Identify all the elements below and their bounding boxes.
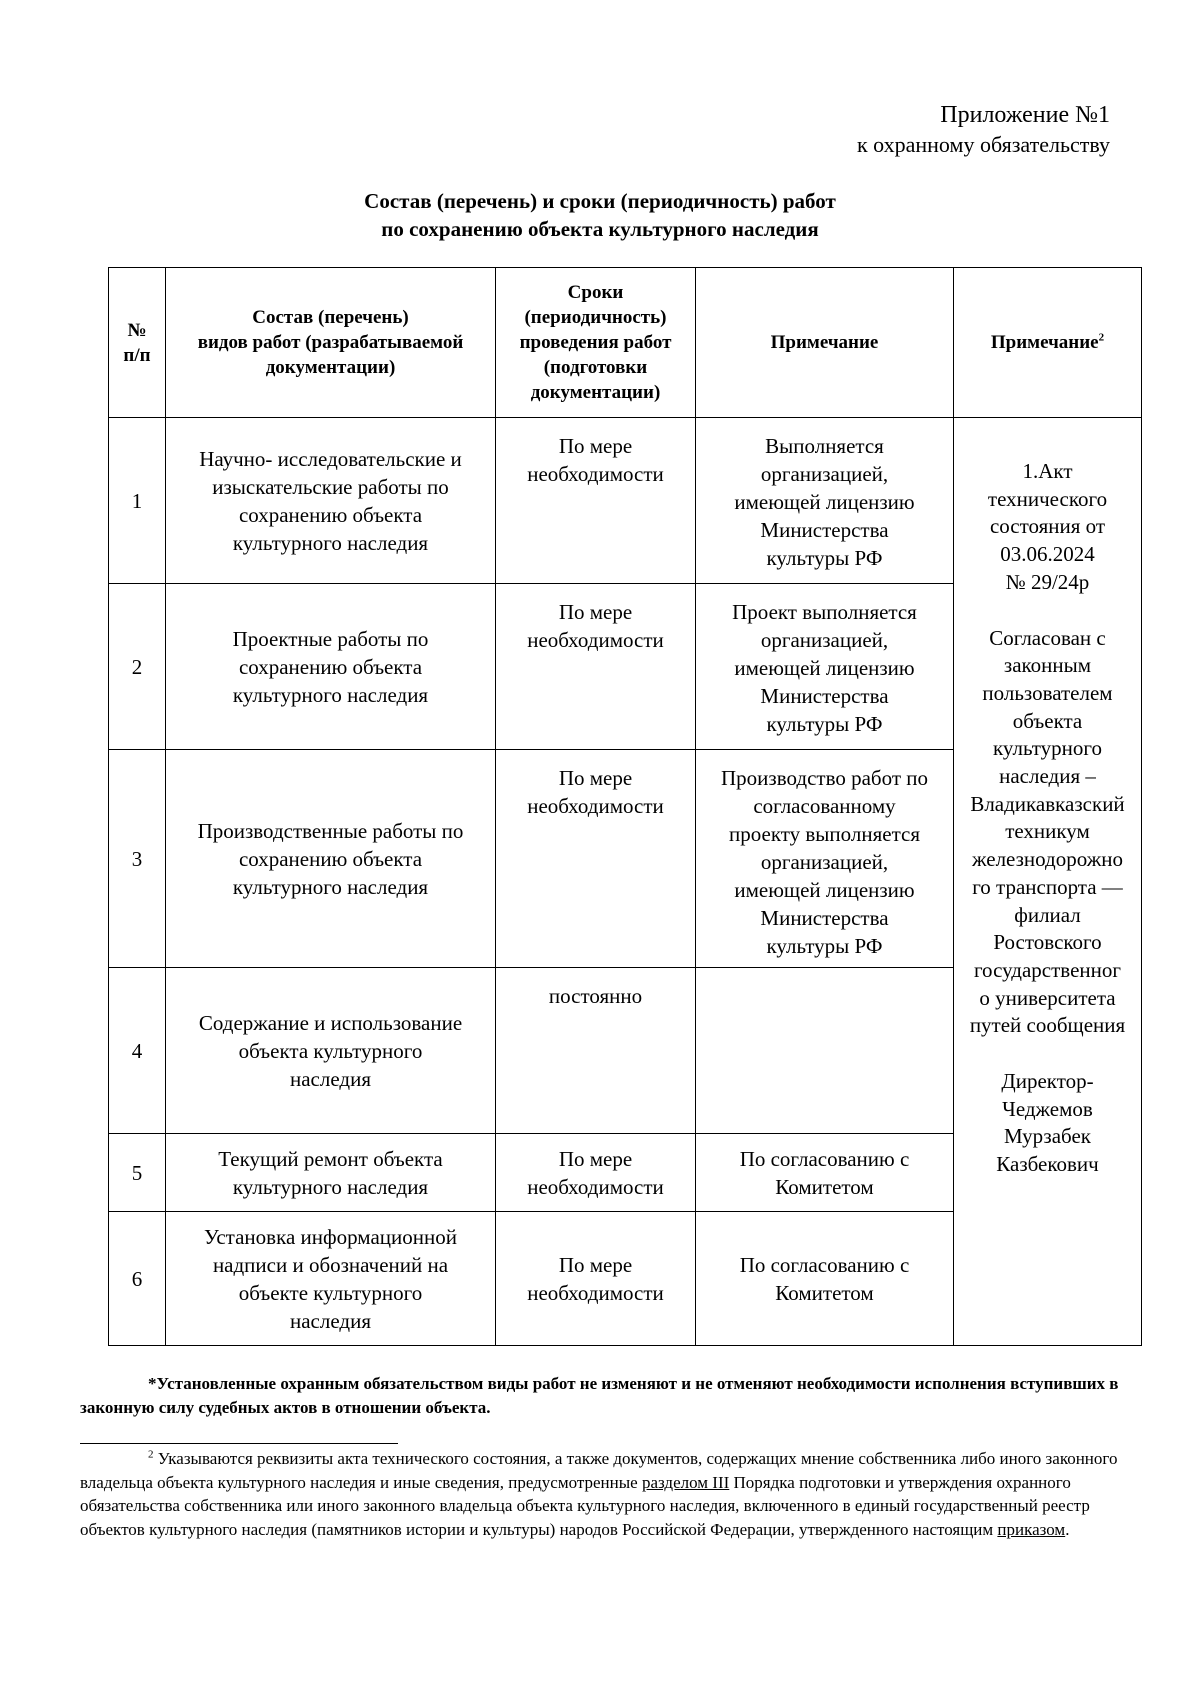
text-line: По мере	[558, 1146, 633, 1171]
text-line: сохранению объекта	[238, 502, 423, 527]
row-6-note	[696, 1212, 954, 1346]
text-line: изыскательские работы по	[212, 474, 449, 499]
text-line: о университета	[979, 985, 1116, 1010]
row-1-num: 1	[109, 418, 166, 584]
row-1-note	[696, 418, 954, 584]
text-line: необходимости	[527, 794, 664, 818]
text-line: филиал	[1014, 902, 1081, 927]
text-line: го транспорта —	[972, 874, 1123, 899]
document-title-line-2: по сохранению объекта культурного наследия	[381, 217, 819, 241]
footnote-link-order[interactable]: приказом	[997, 1519, 1066, 1539]
text-line: Казбекович	[996, 1152, 1099, 1177]
text-line: культурного наследия	[232, 874, 429, 899]
text-line: наследия	[290, 1308, 371, 1333]
text-line: наследия –	[999, 764, 1096, 789]
text-line: необходимости	[527, 462, 664, 486]
text-line: имеющей лицензию	[734, 878, 915, 902]
text-line: культуры РФ	[766, 546, 883, 570]
row-5-note	[696, 1134, 954, 1212]
footnote-text-1: Указываются реквизиты акта технического состояния, а также документов, содержащих мнение собственника либо иного законного владельца объекта культурного наследия и иные сведения, предусмотренные	[80, 1449, 1118, 1492]
text-line: наследия	[290, 1066, 371, 1091]
row-2-num: 2	[109, 584, 166, 750]
footnote-text-2: Порядка подготовки и утверждения охранного обязательства собственника или иного законного владельца объекта культурного наследия, включенного в единый государственный реестр объектов культурного наследия (памятников истории и культуры) народов Российской Федерации, утвержденного настоящим	[80, 1472, 1090, 1539]
footnote	[80, 1447, 1120, 1541]
row-3-note	[696, 750, 954, 968]
text-line: видов работ (разрабатываемой	[197, 332, 464, 353]
text-line: культуры РФ	[766, 934, 883, 958]
footnote-text-3: .	[1065, 1519, 1070, 1539]
row-4-terms	[496, 968, 696, 1134]
row-4-note	[696, 968, 954, 1134]
text-line: (подготовки	[543, 357, 648, 378]
row-2-terms	[496, 584, 696, 750]
row-5-num: 5	[109, 1134, 166, 1212]
text-line: Состав (перечень)	[252, 307, 409, 328]
row-3-terms	[496, 750, 696, 968]
text-line: Чеджемов	[1002, 1096, 1093, 1121]
header-works	[166, 268, 496, 418]
text-line: Сроки	[567, 282, 624, 303]
row-1-works	[166, 418, 496, 584]
text-line: законным	[1003, 653, 1092, 678]
text-line: согласованному	[753, 794, 896, 818]
text-line: По мере	[558, 766, 633, 790]
text-line: необходимости	[527, 1280, 664, 1305]
text-line: п/п	[123, 344, 151, 366]
header-note2-footnote-mark: 2	[1098, 331, 1105, 344]
text-line: Проект выполняется	[732, 600, 917, 624]
star-note: *Установленные охранным обязательством виды работ не изменяют и не отменяют необходимости исполнения вступивших в законную силу судебных актов в отношении объекта.	[80, 1374, 1119, 1417]
footnote-divider	[80, 1443, 398, 1444]
text-line: Производственные работы по	[197, 818, 464, 843]
text-line: надписи и обозначений на	[212, 1252, 449, 1277]
row-1-terms	[496, 418, 696, 584]
text-line: культурного	[993, 736, 1102, 761]
text-line: 03.06.2024	[1000, 542, 1095, 567]
text-line: состояния от	[989, 514, 1106, 539]
text-line: 1.Акт	[1022, 459, 1073, 483]
note2-act-details	[960, 458, 1135, 597]
header-num	[109, 268, 166, 418]
text-line: имеющей лицензию	[734, 656, 915, 680]
header-note2: Примечание$^2$	[954, 268, 1142, 418]
text-line: По согласованию с	[739, 1146, 910, 1171]
text-line: № 29/24р	[1005, 569, 1090, 594]
text-line: путей сообщения	[969, 1013, 1126, 1038]
text-line: Министерства	[760, 684, 889, 708]
text-line: Комитетом	[775, 1280, 874, 1305]
text-line: По мере	[558, 434, 633, 458]
text-line: Текущий ремонт объекта	[218, 1146, 443, 1171]
text-line: проведения работ	[519, 332, 672, 353]
text-line: Комитетом	[775, 1174, 874, 1199]
row-5-terms	[496, 1134, 696, 1212]
text-line: сохранению объекта	[238, 846, 423, 871]
text-line: сохранению объекта	[238, 654, 423, 679]
text-line: Ростовского	[993, 930, 1102, 955]
appendix-number: Приложение №1	[940, 102, 1110, 128]
text-line: Выполняется	[765, 434, 884, 458]
row-4-num: 4	[109, 968, 166, 1134]
text-line: техникум	[1005, 819, 1090, 844]
text-line: объекта	[1012, 708, 1083, 733]
text-line: №	[127, 319, 147, 341]
text-line: проекту выполняется	[729, 822, 920, 846]
text-line: объекте культурного	[238, 1280, 423, 1305]
row-2-works	[166, 584, 496, 750]
text-line: По мере	[558, 1252, 633, 1277]
appendix-subtitle: к охранному обязательству	[856, 132, 1110, 157]
works-table	[108, 267, 1142, 1346]
text-line: Производство работ по	[721, 766, 928, 790]
note2-director	[960, 1068, 1135, 1179]
text-line: железнодорожно	[972, 847, 1123, 872]
text-line: организацией,	[760, 462, 889, 486]
header-note: Примечание	[696, 268, 954, 418]
text-line: Содержание и использование	[198, 1010, 463, 1035]
text-line: постоянно	[548, 984, 643, 1008]
text-line: По согласованию с	[739, 1252, 910, 1277]
row-6-num: 6	[109, 1212, 166, 1346]
text-line: необходимости	[527, 1174, 664, 1199]
text-line: культуры РФ	[766, 712, 883, 736]
text-line: По мере	[558, 600, 633, 624]
table-header-row	[109, 268, 1142, 418]
note2-agreement	[960, 625, 1135, 1041]
text-line: Проектные работы по	[232, 626, 429, 651]
text-line: государственног	[973, 957, 1122, 982]
row-3-num: 3	[109, 750, 166, 968]
text-line: Директор-	[1001, 1069, 1094, 1094]
text-line: пользователем	[982, 680, 1113, 705]
row-6-works	[166, 1212, 496, 1346]
text-line: организацией,	[760, 628, 889, 652]
text-line: Мурзабек	[1004, 1124, 1091, 1149]
document-title-line-1: Состав (перечень) и сроки (периодичность) работ	[364, 189, 836, 213]
text-line: необходимости	[527, 628, 664, 652]
row-4-works	[166, 968, 496, 1134]
text-line: (периодичность)	[524, 307, 667, 328]
row-3-works	[166, 750, 496, 968]
row-2-note	[696, 584, 954, 750]
row-6-terms	[496, 1212, 696, 1346]
text-line: организацией,	[760, 850, 889, 874]
text-line: Научно- исследовательские и	[199, 446, 462, 471]
footnote-link-section[interactable]: разделом III	[641, 1472, 730, 1492]
text-line: Министерства	[760, 906, 889, 930]
text-line: технического	[987, 486, 1108, 511]
text-line: документации)	[265, 357, 396, 378]
document-title	[0, 187, 1200, 243]
text-line: Министерства	[760, 518, 889, 542]
text-line: имеющей лицензию	[734, 490, 915, 514]
text-line: Согласован с	[989, 625, 1106, 650]
text-line: культурного наследия	[232, 1174, 429, 1199]
appendix-header	[857, 100, 1110, 160]
note2-merged-cell	[954, 418, 1142, 1346]
text-line: культурного наследия	[232, 682, 429, 707]
text-line: объекта культурного	[238, 1038, 423, 1063]
header-terms	[496, 268, 696, 418]
footnote-mark: 2	[148, 1448, 154, 1461]
table-row	[109, 418, 1142, 584]
row-5-works	[166, 1134, 496, 1212]
text-line: документации)	[530, 382, 661, 403]
text-line: Установка информационной	[204, 1224, 457, 1249]
text-line: Владикавказский	[970, 791, 1125, 816]
text-line: культурного наследия	[232, 530, 429, 555]
